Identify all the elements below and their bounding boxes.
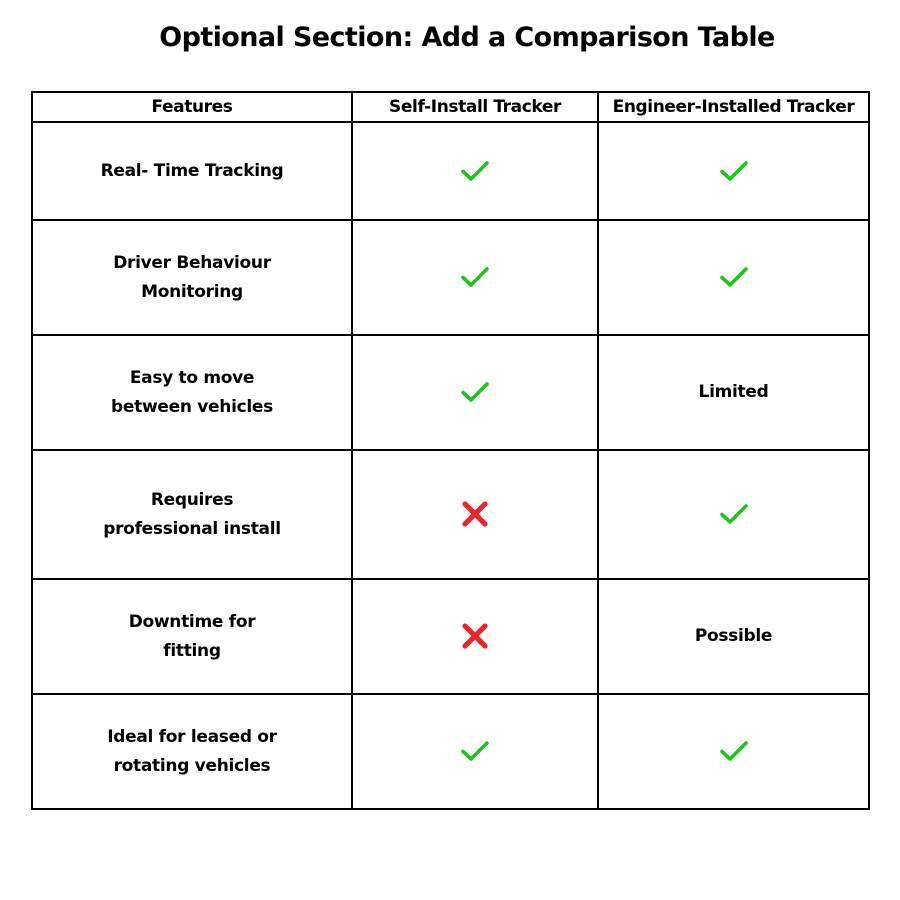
- feature-label: Real- Time Tracking: [100, 160, 284, 181]
- cross-icon: [461, 622, 489, 650]
- feature-cell: [32, 335, 352, 450]
- self-install-cell: [352, 579, 598, 694]
- feature-label: Easy to move between vehicles: [111, 367, 273, 417]
- check-icon: [460, 159, 490, 183]
- feature-cell: [32, 450, 352, 579]
- table-header: [32, 92, 869, 122]
- table-row: [32, 122, 869, 220]
- check-icon: [719, 502, 749, 526]
- self-install-cell: [352, 335, 598, 450]
- check-icon: [719, 739, 749, 763]
- engineer-installed-cell: [598, 220, 869, 335]
- value-text: Possible: [694, 626, 773, 646]
- value-text: Limited: [698, 382, 769, 402]
- feature-cell: [32, 122, 352, 220]
- header-row: [32, 92, 869, 122]
- engineer-installed-cell: [598, 122, 869, 220]
- feature-label: Downtime for fitting: [128, 611, 256, 661]
- table-body: [32, 122, 869, 809]
- engineer-installed-cell: [598, 450, 869, 579]
- page-title: Optional Section: Add a Comparison Table: [159, 22, 775, 53]
- engineer-installed-cell: [598, 335, 869, 450]
- comparison-table: [31, 91, 870, 810]
- self-install-cell: [352, 220, 598, 335]
- cross-icon: [461, 500, 489, 528]
- header-features: Features: [32, 92, 352, 122]
- feature-cell: [32, 220, 352, 335]
- feature-label: Requires professional install: [103, 489, 281, 539]
- feature-cell: [32, 579, 352, 694]
- engineer-installed-cell: [598, 694, 869, 809]
- feature-label: Driver Behaviour Monitoring: [113, 252, 271, 302]
- self-install-cell: [352, 694, 598, 809]
- engineer-installed-cell: [598, 579, 869, 694]
- table-row: [32, 220, 869, 335]
- table-row: [32, 579, 869, 694]
- table-row: [32, 694, 869, 809]
- check-icon: [719, 265, 749, 289]
- check-icon: [460, 265, 490, 289]
- feature-label: Ideal for leased or rotating vehicles: [107, 726, 277, 776]
- feature-cell: [32, 694, 352, 809]
- header-self-install-tracker: Self-Install Tracker: [352, 92, 598, 122]
- check-icon: [460, 739, 490, 763]
- check-icon: [460, 380, 490, 404]
- self-install-cell: [352, 122, 598, 220]
- header-engineer-installed-tracker: Engineer-Installed Tracker: [598, 92, 869, 122]
- table-row: [32, 335, 869, 450]
- self-install-cell: [352, 450, 598, 579]
- check-icon: [719, 159, 749, 183]
- table-row: [32, 450, 869, 579]
